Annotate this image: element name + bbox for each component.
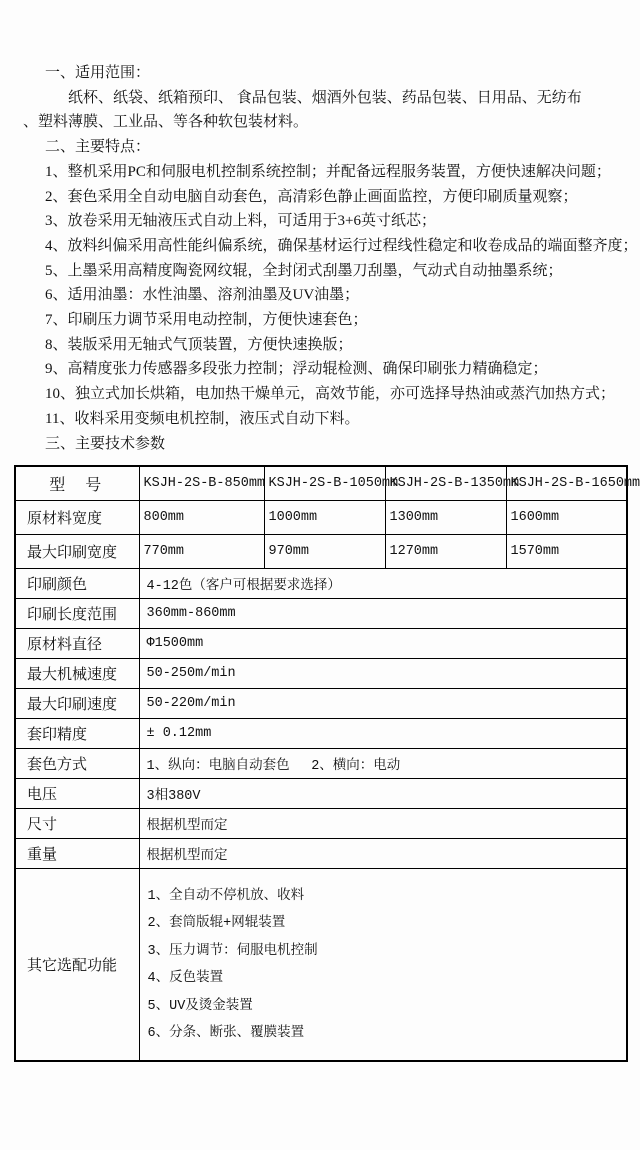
spec-row-value: ± 0.12mm bbox=[139, 718, 627, 748]
feature-item-1: 1、整机采用PC和伺服电机控制系统控制；并配备远程服务装置，方便快速解决问题； bbox=[45, 163, 611, 180]
spec-row-套印精度 bbox=[15, 718, 627, 748]
spec-row-label: 尺寸 bbox=[15, 808, 139, 838]
spec-row-value: 360mm-860mm bbox=[139, 598, 627, 628]
spec-row-label: 最大印刷宽度 bbox=[15, 534, 139, 568]
option-item-1: 1、全自动不停机放、收料 bbox=[147, 888, 305, 904]
spec-value-2: 1000mm bbox=[264, 500, 385, 534]
option-item-2: 2、套筒版辊+网辊装置 bbox=[147, 916, 286, 932]
features-list bbox=[0, 160, 640, 432]
feature-item-2: 2、套色采用全自动电脑自动套色，高清彩色静止画面监控，方便印刷质量观察； bbox=[45, 188, 578, 205]
feature-item-9: 9、高精度张力传感器多段张力控制；浮动辊检测、确保印刷张力精确稳定； bbox=[45, 361, 548, 378]
spec-value-1: 770mm bbox=[139, 534, 264, 568]
spec-row-电压 bbox=[15, 778, 627, 808]
spec-row-label: 原材料直径 bbox=[15, 628, 139, 658]
feature-item-3: 3、放卷采用无轴液压式自动上料，可适用于3+6英寸纸芯； bbox=[45, 213, 436, 230]
spec-value-4: 1570mm bbox=[506, 534, 627, 568]
spec-row-label: 重量 bbox=[15, 838, 139, 868]
scope-body-line2: 、塑料薄膜、工业品、等各种软包装材料。 bbox=[23, 114, 309, 131]
spec-row-label: 印刷长度范围 bbox=[15, 598, 139, 628]
spec-row-value: 50-250m/min bbox=[139, 658, 627, 688]
spec-header-row bbox=[15, 466, 627, 500]
section-features-heading: 二、主要特点： bbox=[45, 139, 151, 156]
feature-item-10: 10、独立式加长烘箱，电加热干燥单元，高效节能，亦可选择导热油或蒸汽加热方式； bbox=[45, 386, 616, 403]
spec-value-3: 1270mm bbox=[385, 534, 506, 568]
section-scope-heading: 一、适用范围： bbox=[45, 65, 151, 81]
spec-row-value: 50-220m/min bbox=[139, 688, 627, 718]
spec-row-label: 套色方式 bbox=[15, 748, 139, 778]
spec-row-label: 原材料宽度 bbox=[15, 500, 139, 534]
spec-value-3: 1300mm bbox=[385, 500, 506, 534]
spec-row-label: 电压 bbox=[15, 778, 139, 808]
spec-row-最大机械速度 bbox=[15, 658, 627, 688]
spec-row-label: 最大印刷速度 bbox=[15, 688, 139, 718]
scope-body-line1: 纸杯、纸袋、纸箱预印、 食品包装、烟酒外包装、药品包装、日用品、无纺布 bbox=[68, 89, 582, 106]
spec-row-印刷颜色 bbox=[15, 568, 627, 598]
spec-header-label: 型 号 bbox=[15, 466, 139, 500]
spec-row-value: 根据机型而定 bbox=[139, 838, 627, 868]
spec-row-value: 3相380V bbox=[139, 778, 627, 808]
spec-value-1: 800mm bbox=[139, 500, 264, 534]
spec-value-4: 1600mm bbox=[506, 500, 627, 534]
option-item-4: 4、反色装置 bbox=[147, 971, 224, 987]
spec-row-尺寸 bbox=[15, 808, 627, 838]
option-item-5: 5、UV及烫金装置 bbox=[147, 998, 253, 1014]
spec-row-value: 1、纵向：电脑自动套色 2、横向：电动 bbox=[139, 748, 627, 778]
spec-row-印刷长度范围 bbox=[15, 598, 627, 628]
spec-row-原材料直径 bbox=[15, 628, 627, 658]
spec-value-2: 970mm bbox=[264, 534, 385, 568]
spec-row-options bbox=[15, 868, 627, 1061]
spec-row-value: 4-12色（客户可根据要求选择） bbox=[139, 568, 627, 598]
options-row-label: 其它选配功能 bbox=[15, 868, 139, 1061]
option-item-6: 6、分条、断张、覆膜装置 bbox=[147, 1026, 305, 1042]
spec-row-label: 最大机械速度 bbox=[15, 658, 139, 688]
feature-item-4: 4、放料纠偏采用高性能纠偏系统，确保基材运行过程线性稳定和收卷成品的端面整齐度； bbox=[45, 237, 638, 254]
spec-row-原材料宽度 bbox=[15, 500, 627, 534]
feature-item-7: 7、印刷压力调节采用电动控制，方便快速套色； bbox=[45, 312, 368, 329]
model-name-2: KSJH-2S-B-1050mm bbox=[264, 466, 385, 500]
spec-row-value: 根据机型而定 bbox=[139, 808, 627, 838]
options-row-value bbox=[139, 868, 627, 1061]
spec-row-最大印刷宽度 bbox=[15, 534, 627, 568]
spec-row-最大印刷速度 bbox=[15, 688, 627, 718]
feature-item-5: 5、上墨采用高精度陶瓷网纹辊，全封闭式刮墨刀刮墨，气动式自动抽墨系统； bbox=[45, 262, 563, 279]
feature-item-8: 8、装版采用无轴式气顶装置，方便快速换版； bbox=[45, 336, 353, 353]
spec-row-套色方式 bbox=[15, 748, 627, 778]
feature-item-11: 11、收料采用变频电机控制，液压式自动下料。 bbox=[45, 410, 360, 427]
spec-row-重量 bbox=[15, 838, 627, 868]
spec-row-label: 印刷颜色 bbox=[15, 568, 139, 598]
option-item-3: 3、压力调节：伺服电机控制 bbox=[147, 943, 318, 959]
model-name-4: KSJH-2S-B-1650mm bbox=[506, 466, 627, 500]
spec-row-value: Φ1500mm bbox=[139, 628, 627, 658]
feature-item-6: 6、适用油墨：水性油墨、溶剂油墨及UV油墨； bbox=[45, 287, 360, 304]
model-name-3: KSJH-2S-B-1350mm bbox=[385, 466, 506, 500]
model-name-1: KSJH-2S-B-850mm bbox=[139, 466, 264, 500]
section-specs-heading: 三、主要技术参数 bbox=[45, 435, 166, 452]
spec-table bbox=[14, 465, 640, 1062]
spec-row-label: 套印精度 bbox=[15, 718, 139, 748]
